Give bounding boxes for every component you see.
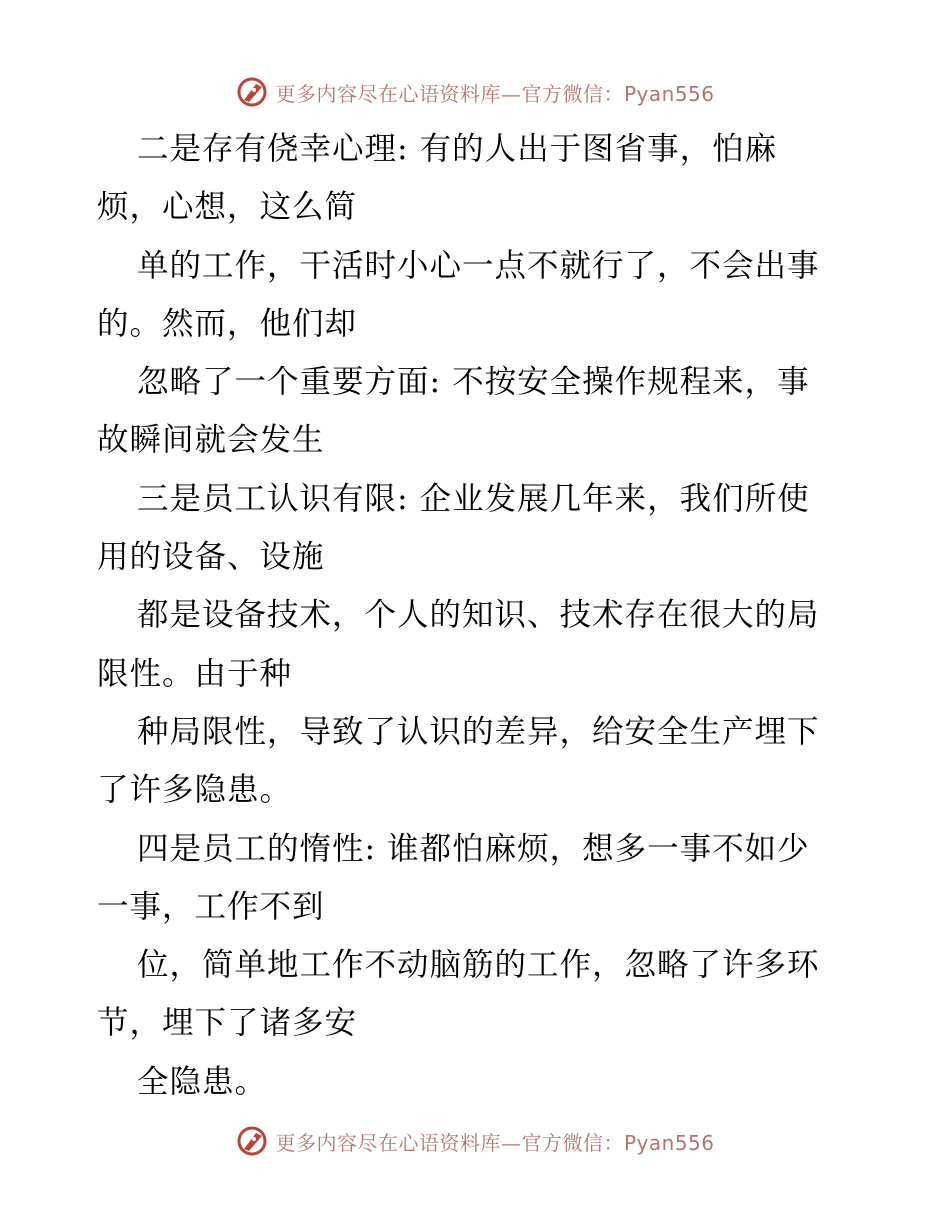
body-line: 种局限性，导致了认识的差异，给安全生产埋下: [137, 713, 820, 750]
body-line: 都是设备技术，个人的知识、技术存在很大的局: [137, 597, 820, 634]
body-line: 故瞬间就会发生: [97, 422, 325, 459]
footer-wechat-id: Pyan556: [623, 1130, 715, 1155]
body-line: 烦，心想，这么简: [97, 189, 358, 226]
document-body: [97, 120, 857, 1111]
body-line: 全隐患。: [137, 1063, 268, 1100]
body-line: 四是员工的惰性: 谁都怕麻烦，想多一事不如少: [137, 830, 810, 867]
pen-nib-logo-icon: [235, 75, 269, 109]
body-line: 限性。由于种: [97, 655, 293, 692]
body-line: 三是员工认识有限: 企业发展几年来，我们所使: [137, 480, 810, 517]
pen-nib-logo-icon: [235, 1124, 269, 1158]
header-banner: [0, 72, 950, 112]
body-line: 了许多隐患。: [97, 772, 293, 809]
body-line: 节，埋下了诸多安: [97, 1005, 358, 1042]
footer-banner: [0, 1121, 950, 1161]
body-line: 二是存有侥幸心理: 有的人出于图省事，怕麻: [137, 131, 778, 167]
header-wechat-id: Pyan556: [623, 81, 715, 106]
body-line: 忽略了一个重要方面: 不按安全操作规程来，事: [137, 364, 810, 401]
body-line: 的。然而，他们却: [97, 305, 358, 342]
footer-banner-text: 更多内容尽在心语资料库—官方微信：Pyan556: [275, 1130, 715, 1155]
body-line: 单的工作，干活时小心一点不就行了，不会出事: [137, 247, 820, 284]
body-line: 一事，工作不到: [97, 888, 325, 925]
body-line: 用的设备、设施: [97, 539, 325, 576]
body-line: 位，简单地工作不动脑筋的工作，忽略了许多环: [137, 947, 820, 984]
header-banner-text: 更多内容尽在心语资料库—官方微信：Pyan556: [275, 81, 715, 106]
